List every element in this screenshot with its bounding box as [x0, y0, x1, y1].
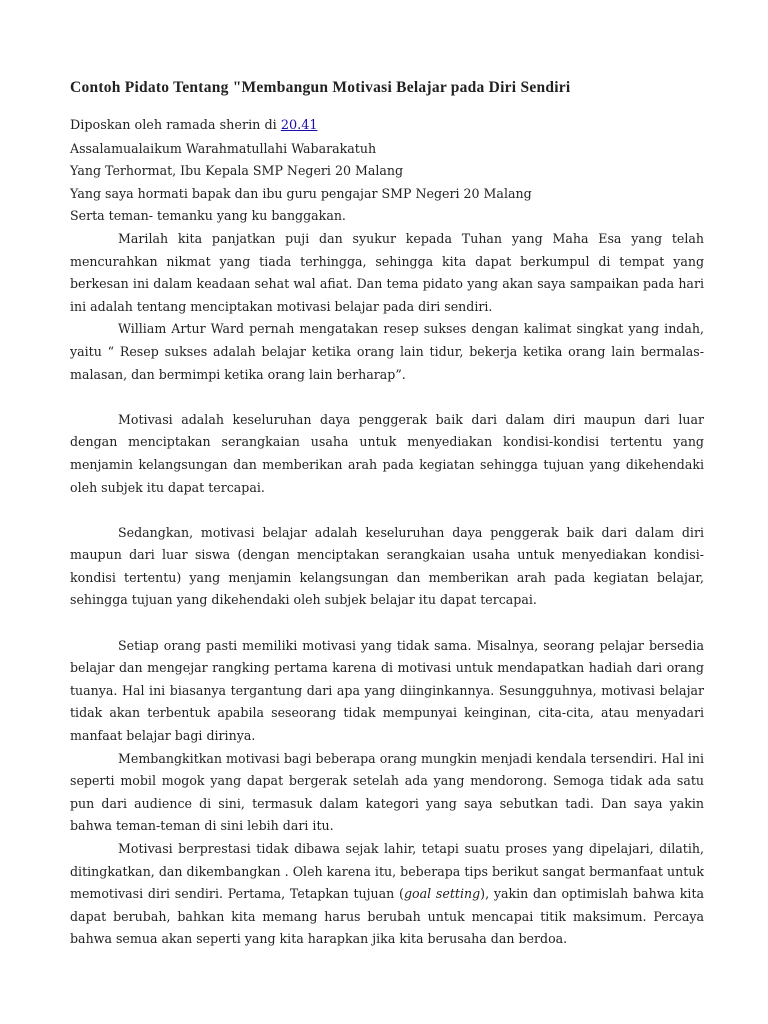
greeting-line: Serta teman- temanku yang ku banggakan.	[70, 208, 346, 224]
greeting-line: Assalamualaikum Warahmatullahi Wabarakatuh	[70, 140, 377, 156]
greeting-line: Yang saya hormati bapak dan ibu guru pengajar SMP Negeri 20 Malang	[70, 185, 532, 201]
document-title: Contoh Pidato Tentang "Membangun Motivasi Belajar pada Diri Sendiri	[70, 79, 571, 96]
paragraph-learning-motivation: Sedangkan, motivasi belajar adalah keseluruhan daya penggerak baik dari dalam diri maupun dari luar siswa (dengan menciptakan serangkaian usaha untuk menyediakan kondisi-kondisi tertentu) yang menjamin kelangsungan dan memberikan arah pada kegiatan belajar, sehingga tujuan yang dikehendaki oleh subjek belajar itu dapat tercapai.	[70, 524, 704, 608]
paragraph-different-motivation: Setiap orang pasti memiliki motivasi yang tidak sama. Misalnya, seorang pelajar bersedia belajar dan mengejar rangking pertama karena di motivasi untuk mendapatkan hadiah dari orang tuanya. Hal ini biasanya tergantung dari apa yang diinginkannya. Sesungguhnya, motivasi belajar tidak akan terbentuk apabila seseorang tidak mempunyai keinginan, cita-cita, atau menyadari manfaat belajar bagi dirinya.	[70, 637, 704, 744]
paragraph-quote: William Artur Ward pernah mengatakan resep sukses dengan kalimat singkat yang indah, yaitu “ Resep sukses adalah belajar ketika orang lain tidur, bekerja ketika orang lain bermalas-malasan, dan bermimpi ketika orang lain berharap”.	[70, 321, 704, 382]
paragraph-text: Motivasi berprestasi tidak dibawa sejak lahir, tetapi suatu proses yang dipelajari, dilatih, ditingkatkan, dan dikembangkan . Oleh karena itu, beberapa tips berikut sangat bermanfaat untuk memotivasi diri sendiri. Pertama, Tetapkan tujuan (	[70, 841, 704, 902]
posted-by-line	[70, 115, 704, 138]
paragraph-motivation-definition: Motivasi adalah keseluruhan daya penggerak baik dari dalam diri maupun dari luar dengan menciptakan serangkaian usaha untuk menyediakan kondisi-kondisi tertentu yang menjamin kelangsungan dan memberikan arah pada kegiatan sehingga tujuan yang dikehendaki oleh subjek itu dapat tercapai.	[70, 411, 704, 495]
posted-by-text: Diposkan oleh ramada sherin di	[70, 118, 281, 133]
document-page	[70, 78, 704, 951]
post-time-link[interactable]: 20.41	[280, 118, 318, 133]
greeting-line: Yang Terhormat, Ibu Kepala SMP Negeri 20 Malang	[70, 163, 404, 179]
paragraph-achievement-motivation	[70, 838, 704, 951]
paragraph-raising-motivation: Membangkitkan motivasi bagi beberapa orang mungkin menjadi kendala tersendiri. Hal ini seperti mobil mogok yang dapat bergerak setelah ada yang mendorong. Semoga tidak ada satu pun dari audience di sini, termasuk dalam kategori yang saya sebutkan tadi. Dan saya yakin bahwa teman-teman di sini lebih dari itu.	[70, 750, 704, 834]
paragraph-text: ), yakin dan optimislah bahwa kita dapat berubah, bahkan kita memang harus berubah untuk mencapai titik maksimum. Percaya bahwa semua akan seperti yang kita harapkan jika kita berusaha dan berdoa.	[70, 886, 705, 947]
paragraph-opening: Marilah kita panjatkan puji dan syukur kepada Tuhan yang Maha Esa yang telah mencurahkan nikmat yang tiada terhingga, sehingga kita dapat berkumpul di tempat yang berkesan ini dalam keadaan sehat wal afiat. Dan tema pidato yang akan saya sampaikan pada hari ini adalah tentang menciptakan motivasi belajar pada diri sendiri.	[70, 230, 704, 314]
italic-term: goal setting	[403, 886, 481, 902]
